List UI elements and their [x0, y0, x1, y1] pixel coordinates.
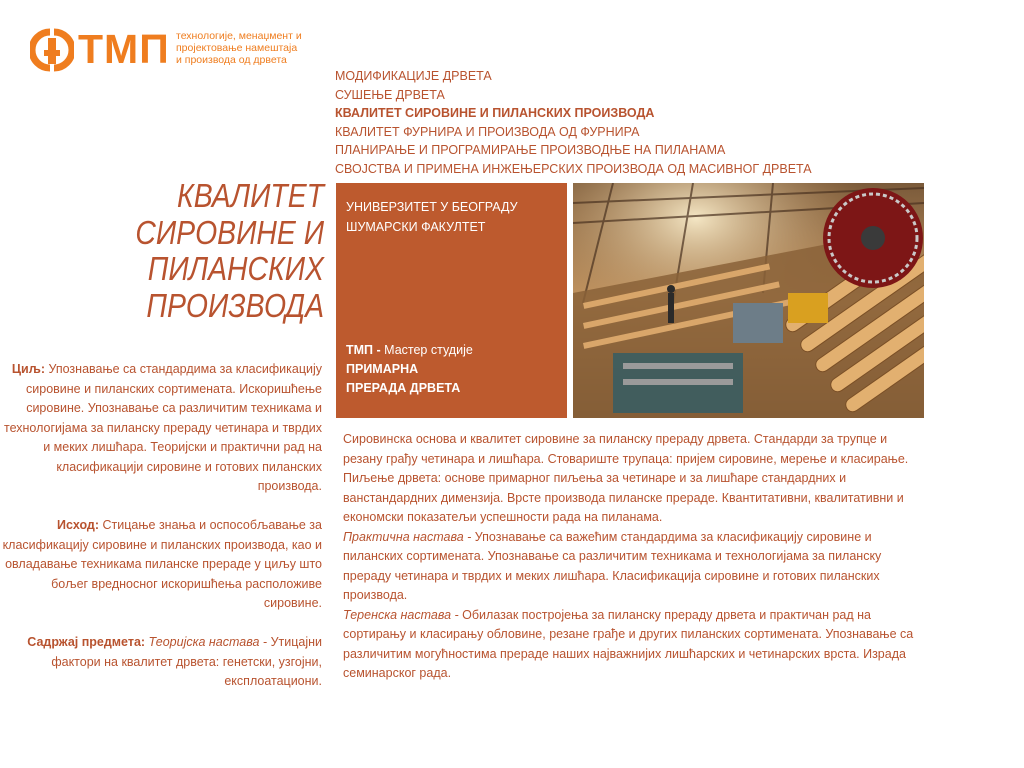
- topic-item[interactable]: СВОЈСТВА И ПРИМЕНА ИНЖЕЊЕРСКИХ ПРОИЗВОДА ОД МАСИВНОГ ДРВЕТА: [335, 161, 812, 176]
- theory-label: Теоријска настава -: [148, 635, 268, 649]
- field-text: Обилазак постројења за пиланску прераду дрвета и практичан рад на сортирању и класирању обловине, резане грађе и других пиланских сортимената. Упознавање са различитим могућностима прераде наших најважнијих лишћарских и четинарских врста. Израда семинарског рада.: [343, 607, 914, 680]
- practical-label: Практична настава -: [343, 529, 472, 544]
- logo: [30, 26, 330, 76]
- sawmill-photo: [573, 183, 924, 418]
- goal-text: Упознавање са стандардима за класификацију сировине и пиланских сортимената. Искоришћење сировине. Упознавање са различитим техникама и технологијама за пиланску прераду четинара и тврдих и меких лишћара. Теоријски и практични рад на класификацији сировине и готових пиланских производа.: [4, 362, 322, 493]
- content-section: [0, 633, 322, 692]
- goal-section: [0, 360, 322, 497]
- topic-list: [335, 67, 812, 179]
- topic-item[interactable]: КВАЛИТЕТ ФУРНИРА И ПРОИЗВОДА ОД ФУРНИРА: [335, 124, 640, 139]
- faculty-name: ШУМАРСКИ ФАКУЛТЕТ: [346, 220, 486, 234]
- outcome-text: Стицање знања и оспособљавање за класификацију сировине и пиланских производа, као и овладавање техникама пиланске прераде у циљу што бољег вредносног искоришћења расположиве сировине.: [2, 518, 322, 610]
- description-intro: Сировинска основа и квалитет сировине за пиланску прераду дрвета. Стандарди за трупце и резану грађу четинара и лишћара. Стовариште трупаца: пријем сировине, мерење и класирање. Пиљење дрвета: основе примарног пиљења за четинаре и за лишћаре стандардних и ванстандардних димензија. Врсте производа пиланске прераде. Квантитативни, квалитативни и економски показатељи успешности рада на пиланама.: [343, 432, 909, 524]
- course-description: [343, 430, 923, 684]
- content-text: Утицајни фактори на квалитет дрвета: генетски, узгојни, експлоатациони.: [51, 635, 322, 688]
- field-label: Теренска настава -: [343, 607, 459, 622]
- university-box: [336, 183, 567, 418]
- topic-item[interactable]: ПЛАНИРАЊЕ И ПРОГРАМИРАЊЕ ПРОИЗВОДЊЕ НА ПИЛАНАМА: [335, 143, 726, 158]
- topic-item[interactable]: СУШЕЊЕ ДРВЕТА: [335, 87, 445, 102]
- content-label: Садржај предмета:: [27, 635, 146, 649]
- tmp-logo-icon: [30, 28, 74, 72]
- module-name: ПРИМАРНА ПРЕРАДА ДРВЕТА: [346, 362, 461, 395]
- left-column: [0, 360, 322, 711]
- topic-item-active[interactable]: КВАЛИТЕТ СИРОВИНЕ И ПИЛАНСКИХ ПРОИЗВОДА: [335, 106, 655, 121]
- outcome-label: Исход:: [57, 518, 100, 532]
- sawmill-image: [573, 183, 924, 418]
- practical-text: Упознавање са важећим стандардима за класификацију сировине и пиланских сортимената. Упознавање са различитим техникама и технологијама за пиланску прераду четинара и тврдих и меких лишћара. Класификација сировине и готових пиланских производа.: [343, 529, 882, 602]
- goal-label: Циљ:: [11, 362, 45, 376]
- logo-subtitle: технологије, менаџмент и пројектовање намештаја и производа од дрвета: [176, 30, 302, 66]
- page-title: КВАЛИТЕТ СИРОВИНЕ И ПИЛАНСКИХ ПРОИЗВОДА: [135, 177, 324, 324]
- topic-item[interactable]: МОДИФИКАЦИЈЕ ДРВЕТА: [335, 69, 492, 83]
- program-line: ТМП - Мастер студије: [346, 343, 473, 357]
- outcome-section: [0, 516, 322, 614]
- university-name: УНИВЕРЗИТЕТ У БЕОГРАДУ: [346, 200, 518, 214]
- logo-name: ТМП: [78, 26, 170, 72]
